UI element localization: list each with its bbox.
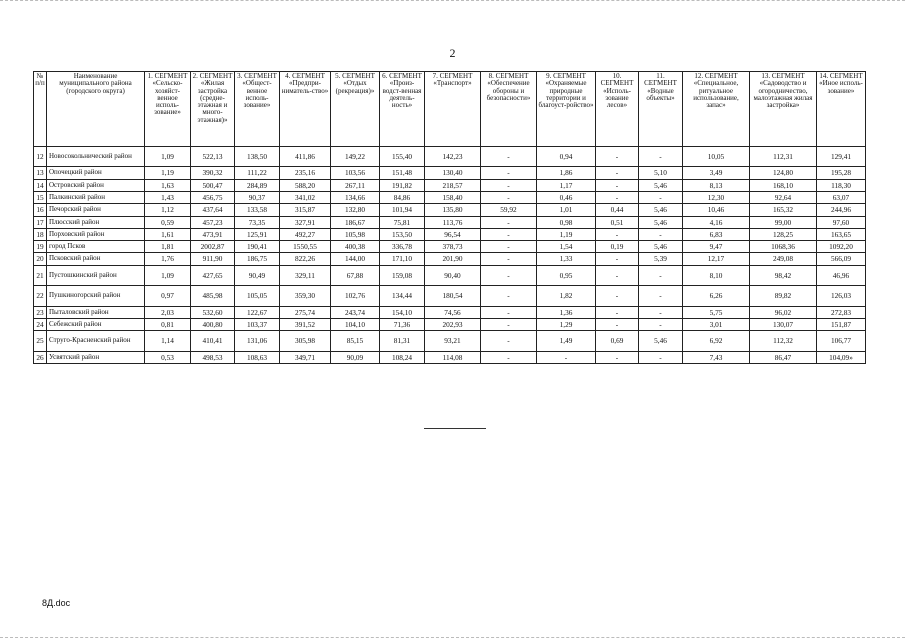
segment-table (33, 71, 866, 364)
segment-value-cell: 151,87 (817, 318, 866, 330)
segment-value-cell: 12,17 (683, 253, 750, 265)
segment-value-cell: 0,97 (145, 286, 191, 306)
segment-value-cell: - (639, 351, 683, 363)
row-index-cell: 15 (34, 191, 47, 203)
row-index-cell: 22 (34, 286, 47, 306)
segment-value-cell: 6,26 (683, 286, 750, 306)
segment-value-cell: 1,09 (145, 147, 191, 167)
row-index-cell: 16 (34, 204, 47, 216)
segment-value-cell: 122,67 (235, 306, 280, 318)
district-name-cell: Пустошкинский район (47, 265, 145, 285)
table-row (34, 318, 866, 330)
segment-value-cell: 142,23 (425, 147, 481, 167)
segment-value-cell: 84,86 (380, 191, 425, 203)
segment-value-cell: 103,37 (235, 318, 280, 330)
segment-value-cell: - (639, 265, 683, 285)
segment-value-cell: 118,30 (817, 179, 866, 191)
segment-value-cell: 0,19 (596, 241, 639, 253)
district-name-cell: Усвятский район (47, 351, 145, 363)
page-number: 2 (449, 46, 456, 60)
header-segment-6: 6. СЕГМЕНТ «Произ-водст-венная деятель-ность» (380, 72, 425, 147)
district-name-cell: Плюсский район (47, 216, 145, 228)
segment-value-cell: 202,93 (425, 318, 481, 330)
segment-value-cell: 89,82 (750, 286, 817, 306)
segment-value-cell: - (639, 286, 683, 306)
scan-edge-top (0, 0, 905, 3)
segment-value-cell: 1,01 (537, 204, 596, 216)
table-body (34, 147, 866, 364)
table-header-row (34, 72, 866, 147)
row-index-cell: 25 (34, 331, 47, 351)
district-name-cell: Опочецкий район (47, 167, 145, 179)
segment-value-cell: - (481, 241, 537, 253)
segment-value-cell: - (596, 167, 639, 179)
district-name-cell: Печорский район (47, 204, 145, 216)
segment-value-cell: 1,76 (145, 253, 191, 265)
segment-value-cell: 411,86 (280, 147, 331, 167)
segment-value-cell: - (596, 228, 639, 240)
segment-value-cell: 191,82 (380, 179, 425, 191)
segment-value-cell: 410,41 (191, 331, 235, 351)
segment-value-cell: 1550,55 (280, 241, 331, 253)
segment-value-cell: 180,54 (425, 286, 481, 306)
segment-value-cell: 138,50 (235, 147, 280, 167)
row-index-cell: 13 (34, 167, 47, 179)
segment-value-cell: - (481, 167, 537, 179)
segment-value-cell: 0,81 (145, 318, 191, 330)
segment-value-cell: - (481, 147, 537, 167)
segment-value-cell: 90,37 (235, 191, 280, 203)
header-segment-9: 9. СЕГМЕНТ «Охраняемые природные территории и благоуст-ройство» (537, 72, 596, 147)
segment-value-cell: 90,09 (331, 351, 380, 363)
table-row (34, 306, 866, 318)
segment-value-cell: 108,63 (235, 351, 280, 363)
segment-value-cell: 1,61 (145, 228, 191, 240)
district-name-cell: город Псков (47, 241, 145, 253)
header-segment-8: 8. СЕГМЕНТ «Обеспечение обороны и безопасности» (481, 72, 537, 147)
segment-value-cell: 1068,36 (750, 241, 817, 253)
segment-value-cell: 1,82 (537, 286, 596, 306)
segment-value-cell: 96,54 (425, 228, 481, 240)
segment-value-cell: 0,51 (596, 216, 639, 228)
header-segment-5: 5. СЕГМЕНТ «Отдых (рекреация)» (331, 72, 380, 147)
table-row (34, 253, 866, 265)
row-index-cell: 23 (34, 306, 47, 318)
segment-value-cell: 378,73 (425, 241, 481, 253)
segment-value-cell: 12,30 (683, 191, 750, 203)
segment-value-cell: 1,54 (537, 241, 596, 253)
segment-value-cell: 96,02 (750, 306, 817, 318)
table-row (34, 228, 866, 240)
segment-value-cell: 155,40 (380, 147, 425, 167)
segment-value-cell: 98,42 (750, 265, 817, 285)
row-index-cell: 18 (34, 228, 47, 240)
segment-value-cell: 0,94 (537, 147, 596, 167)
segment-value-cell: 74,56 (425, 306, 481, 318)
table-row (34, 167, 866, 179)
segment-value-cell: - (481, 331, 537, 351)
segment-value-cell: 341,02 (280, 191, 331, 203)
segment-value-cell: 113,76 (425, 216, 481, 228)
segment-value-cell: 111,22 (235, 167, 280, 179)
segment-value-cell: 4,16 (683, 216, 750, 228)
segment-value-cell: 103,56 (331, 167, 380, 179)
segment-value-cell: 129,41 (817, 147, 866, 167)
segment-value-cell: 244,96 (817, 204, 866, 216)
segment-value-cell: 3,01 (683, 318, 750, 330)
segment-value-cell: 5,46 (639, 331, 683, 351)
segment-value-cell: 46,96 (817, 265, 866, 285)
header-segment-14: 14. СЕГМЕНТ «Иное исполь-зование» (817, 72, 866, 147)
segment-value-cell: - (481, 265, 537, 285)
district-name-cell: Палкинский район (47, 191, 145, 203)
segment-value-cell: 135,80 (425, 204, 481, 216)
segment-value-cell: - (639, 306, 683, 318)
segment-value-cell: 1,19 (145, 167, 191, 179)
segment-value-cell: 9,47 (683, 241, 750, 253)
header-index: № п/п (34, 72, 47, 147)
segment-value-cell: 104,09» (817, 351, 866, 363)
segment-value-cell: 93,21 (425, 331, 481, 351)
row-index-cell: 17 (34, 216, 47, 228)
header-segment-13: 13. СЕГМЕНТ «Садоводство и огородничество, малоэтажная жилая застройка» (750, 72, 817, 147)
header-segment-1: 1. СЕГМЕНТ «Сельско-хозяйст-венное исполь-зование» (145, 72, 191, 147)
segment-value-cell: 124,80 (750, 167, 817, 179)
segment-value-cell: 112,31 (750, 147, 817, 167)
segment-value-cell: 284,89 (235, 179, 280, 191)
row-index-cell: 12 (34, 147, 47, 167)
segment-value-cell: 1,12 (145, 204, 191, 216)
header-segment-12: 12. СЕГМЕНТ «Специальное, ритуальное использование, запас» (683, 72, 750, 147)
segment-value-cell: 0,59 (145, 216, 191, 228)
segment-value-cell: 97,60 (817, 216, 866, 228)
table-row (34, 216, 866, 228)
segment-value-cell: 1,36 (537, 306, 596, 318)
segment-value-cell: - (596, 147, 639, 167)
segment-value-cell: 1,29 (537, 318, 596, 330)
segment-value-cell: 186,67 (331, 216, 380, 228)
district-name-cell: Струго-Красненский район (47, 331, 145, 351)
segment-value-cell: 1,19 (537, 228, 596, 240)
table-row (34, 204, 866, 216)
segment-value-cell: 498,53 (191, 351, 235, 363)
segment-value-cell: - (596, 191, 639, 203)
segment-value-cell: 272,83 (817, 306, 866, 318)
segment-value-cell: 90,40 (425, 265, 481, 285)
segment-value-cell: - (481, 351, 537, 363)
segment-value-cell: 134,66 (331, 191, 380, 203)
segment-value-cell: 349,71 (280, 351, 331, 363)
segment-value-cell: 329,11 (280, 265, 331, 285)
segment-value-cell: - (596, 306, 639, 318)
segment-value-cell: 151,48 (380, 167, 425, 179)
segment-value-cell: - (481, 216, 537, 228)
table-row (34, 147, 866, 167)
row-index-cell: 21 (34, 265, 47, 285)
segment-value-cell: 1,86 (537, 167, 596, 179)
segment-value-cell: 359,30 (280, 286, 331, 306)
footer-filename: 8Д.doc (42, 598, 71, 608)
row-index-cell: 19 (34, 241, 47, 253)
segment-value-cell: 218,57 (425, 179, 481, 191)
segment-value-cell: 130,07 (750, 318, 817, 330)
header-segment-10: 10. СЕГМЕНТ «Исполь-зование лесов» (596, 72, 639, 147)
header-segment-7: 7. СЕГМЕНТ «Транспорт» (425, 72, 481, 147)
row-index-cell: 14 (34, 179, 47, 191)
segment-value-cell: 149,22 (331, 147, 380, 167)
segment-value-cell: 102,76 (331, 286, 380, 306)
segment-value-cell: 1,09 (145, 265, 191, 285)
district-name-cell: Пушкиногорский район (47, 286, 145, 306)
segment-value-cell: 457,23 (191, 216, 235, 228)
segment-value-cell: 1,14 (145, 331, 191, 351)
segment-value-cell: 10,05 (683, 147, 750, 167)
segment-value-cell: 63,07 (817, 191, 866, 203)
segment-value-cell: - (596, 318, 639, 330)
segment-value-cell: 235,16 (280, 167, 331, 179)
segment-value-cell: 390,32 (191, 167, 235, 179)
segment-value-cell: 5,46 (639, 241, 683, 253)
segment-value-cell: 201,90 (425, 253, 481, 265)
segment-value-cell: 500,47 (191, 179, 235, 191)
segment-value-cell: 456,75 (191, 191, 235, 203)
segment-value-cell: 400,38 (331, 241, 380, 253)
segment-value-cell: 133,58 (235, 204, 280, 216)
segment-value-cell: 144,00 (331, 253, 380, 265)
segment-value-cell: 1,17 (537, 179, 596, 191)
segment-value-cell: 104,10 (331, 318, 380, 330)
segment-value-cell: 2002,87 (191, 241, 235, 253)
segment-value-cell: 1,49 (537, 331, 596, 351)
header-district: Наименование муниципального района (городского округа) (47, 72, 145, 147)
segment-value-cell: 128,25 (750, 228, 817, 240)
segment-value-cell: - (481, 191, 537, 203)
segment-value-cell: 391,52 (280, 318, 331, 330)
segment-value-cell: 5,46 (639, 179, 683, 191)
segment-value-cell: 0,95 (537, 265, 596, 285)
segment-value-cell: 267,11 (331, 179, 380, 191)
segment-value-cell: 400,80 (191, 318, 235, 330)
segment-value-cell: 101,94 (380, 204, 425, 216)
row-index-cell: 24 (34, 318, 47, 330)
segment-value-cell: 315,87 (280, 204, 331, 216)
segment-value-cell: 0,46 (537, 191, 596, 203)
segment-value-cell: - (481, 228, 537, 240)
table-row (34, 191, 866, 203)
district-name-cell: Островский район (47, 179, 145, 191)
segment-value-cell: - (481, 253, 537, 265)
segment-value-cell: 130,40 (425, 167, 481, 179)
table-row (34, 351, 866, 363)
segment-value-cell: 153,50 (380, 228, 425, 240)
segment-value-cell: 112,32 (750, 331, 817, 351)
segment-value-cell: 5,75 (683, 306, 750, 318)
segment-value-cell: - (596, 286, 639, 306)
segment-value-cell: 0,53 (145, 351, 191, 363)
segment-value-cell: 243,74 (331, 306, 380, 318)
segment-value-cell: - (481, 179, 537, 191)
segment-value-cell: 8,13 (683, 179, 750, 191)
segment-value-cell: 822,26 (280, 253, 331, 265)
segment-value-cell: 165,32 (750, 204, 817, 216)
segment-value-cell: 0,44 (596, 204, 639, 216)
segment-value-cell: - (639, 228, 683, 240)
segment-value-cell: - (596, 265, 639, 285)
segment-value-cell: 90,49 (235, 265, 280, 285)
district-name-cell: Себежский район (47, 318, 145, 330)
header-segment-11: 11. СЕГМЕНТ «Водные объекты» (639, 72, 683, 147)
segment-value-cell: 275,74 (280, 306, 331, 318)
segment-value-cell: 158,40 (425, 191, 481, 203)
segment-value-cell: 5,46 (639, 204, 683, 216)
segment-value-cell: 105,05 (235, 286, 280, 306)
segment-value-cell: 168,10 (750, 179, 817, 191)
segment-value-cell: 81,31 (380, 331, 425, 351)
segment-value-cell: 92,64 (750, 191, 817, 203)
segment-value-cell: 171,10 (380, 253, 425, 265)
segment-value-cell: 473,91 (191, 228, 235, 240)
table-row (34, 286, 866, 306)
segment-value-cell: 99,00 (750, 216, 817, 228)
segment-value-cell: 125,91 (235, 228, 280, 240)
segment-value-cell: - (639, 191, 683, 203)
segment-value-cell: 249,08 (750, 253, 817, 265)
segment-value-cell: 195,28 (817, 167, 866, 179)
district-name-cell: Порховский район (47, 228, 145, 240)
segment-value-cell: 126,03 (817, 286, 866, 306)
segment-value-cell: 492,27 (280, 228, 331, 240)
segment-value-cell: 105,98 (331, 228, 380, 240)
segment-value-cell: 86,47 (750, 351, 817, 363)
segment-value-cell: 6,83 (683, 228, 750, 240)
segment-value-cell: 85,15 (331, 331, 380, 351)
segment-value-cell: 106,77 (817, 331, 866, 351)
segment-value-cell: 163,65 (817, 228, 866, 240)
segment-value-cell: 485,98 (191, 286, 235, 306)
segment-value-cell: 8,10 (683, 265, 750, 285)
segment-value-cell: - (639, 318, 683, 330)
segment-value-cell: 522,13 (191, 147, 235, 167)
segment-value-cell: - (596, 253, 639, 265)
table-row (34, 179, 866, 191)
segment-value-cell: 59,92 (481, 204, 537, 216)
segment-value-cell: 2,03 (145, 306, 191, 318)
segment-value-cell: 7,43 (683, 351, 750, 363)
segment-value-cell: 154,10 (380, 306, 425, 318)
segment-value-cell: 1,43 (145, 191, 191, 203)
table-row (34, 241, 866, 253)
district-name-cell: Новосокольнический район (47, 147, 145, 167)
segment-value-cell: 1,81 (145, 241, 191, 253)
segment-value-cell: 10,46 (683, 204, 750, 216)
separator-line (424, 428, 486, 429)
segment-value-cell: - (596, 351, 639, 363)
segment-value-cell: 0,98 (537, 216, 596, 228)
segment-value-cell: 1,63 (145, 179, 191, 191)
segment-value-cell: 437,64 (191, 204, 235, 216)
segment-value-cell: 5,39 (639, 253, 683, 265)
segment-value-cell: 588,20 (280, 179, 331, 191)
segment-value-cell: 5,10 (639, 167, 683, 179)
segment-value-cell: 327,91 (280, 216, 331, 228)
segment-value-cell: - (639, 147, 683, 167)
segment-value-cell: 186,75 (235, 253, 280, 265)
segment-value-cell: 305,98 (280, 331, 331, 351)
segment-value-cell: 0,69 (596, 331, 639, 351)
segment-value-cell: 159,08 (380, 265, 425, 285)
segment-value-cell: 108,24 (380, 351, 425, 363)
segment-value-cell: 427,65 (191, 265, 235, 285)
segment-value-cell: - (481, 286, 537, 306)
segment-value-cell: 132,80 (331, 204, 380, 216)
segment-value-cell: 190,41 (235, 241, 280, 253)
segment-value-cell: 73,35 (235, 216, 280, 228)
segment-value-cell: - (537, 351, 596, 363)
segment-value-cell: - (596, 179, 639, 191)
segment-value-cell: 1,33 (537, 253, 596, 265)
segment-value-cell: 71,36 (380, 318, 425, 330)
scan-edge-bottom (0, 637, 905, 638)
segment-value-cell: 5,46 (639, 216, 683, 228)
table-row (34, 265, 866, 285)
row-index-cell: 26 (34, 351, 47, 363)
segment-value-cell: 336,78 (380, 241, 425, 253)
header-segment-4: 4. СЕГМЕНТ «Предпри-ниматель-ство» (280, 72, 331, 147)
segment-value-cell: 6,92 (683, 331, 750, 351)
header-segment-2: 2. СЕГМЕНТ «Жилая застройка (средне-этажная и много-этажная)» (191, 72, 235, 147)
segment-value-cell: 1092,20 (817, 241, 866, 253)
district-name-cell: Пыталовский район (47, 306, 145, 318)
segment-value-cell: 532,60 (191, 306, 235, 318)
row-index-cell: 20 (34, 253, 47, 265)
segment-value-cell: 67,88 (331, 265, 380, 285)
segment-value-cell: - (481, 318, 537, 330)
segment-value-cell: 566,09 (817, 253, 866, 265)
district-name-cell: Псковский район (47, 253, 145, 265)
table-row (34, 331, 866, 351)
segment-value-cell: 3,49 (683, 167, 750, 179)
header-segment-3: 3. СЕГМЕНТ «Общест-венное исполь-зование» (235, 72, 280, 147)
segment-value-cell: 911,90 (191, 253, 235, 265)
segment-value-cell: - (481, 306, 537, 318)
segment-value-cell: 114,08 (425, 351, 481, 363)
segment-value-cell: 131,06 (235, 331, 280, 351)
segment-value-cell: 134,44 (380, 286, 425, 306)
segment-value-cell: 75,81 (380, 216, 425, 228)
